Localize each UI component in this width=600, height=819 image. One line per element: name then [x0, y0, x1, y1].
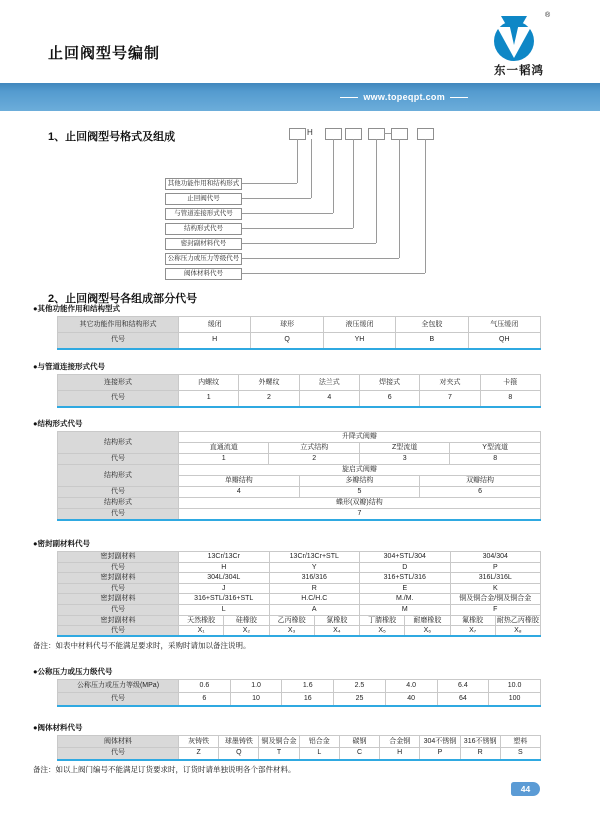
code-cell: 硅橡胶 [224, 615, 269, 626]
code-cell: 合金钢 [380, 736, 420, 748]
code-cell: 316不锈钢 [460, 736, 500, 748]
page-title: 止回阀型号编制 [48, 45, 161, 62]
row-label-cell: 代号 [58, 454, 179, 465]
code-cell: S [500, 748, 540, 760]
row-label-cell: 代号 [58, 626, 179, 637]
code-cell: 蝶形(双瓣)结构 [179, 498, 541, 509]
code-table-group [33, 303, 553, 350]
code-cell: 8 [450, 454, 540, 465]
code-cell: 2.5 [334, 680, 386, 693]
code-cell: 乙丙橡胶 [269, 615, 314, 626]
code-cell: 6.4 [437, 680, 489, 693]
code-table-group [33, 666, 553, 707]
code-cell: R [460, 748, 500, 760]
code-cell: 耐热乙丙橡胶 [495, 615, 540, 626]
code-cell: 7 [420, 391, 480, 407]
code-cell: 直通流道 [179, 443, 269, 454]
code-cell: H [179, 333, 251, 349]
code-cell: H [380, 748, 420, 760]
code-cell: 3 [359, 454, 449, 465]
code-cell: M [360, 604, 451, 615]
code-cell: 焊接式 [359, 375, 419, 391]
code-cell: 1 [179, 391, 239, 407]
code-cell: X₅ [360, 626, 405, 637]
code-cell: 铝合金 [299, 736, 339, 748]
row-label-cell: 结构形式 [58, 498, 179, 509]
code-cell: 4 [179, 487, 300, 498]
code-cell: T [259, 748, 299, 760]
row-label-cell: 公称压力或压力等级(MPa) [58, 680, 179, 693]
code-cell: 卡箍 [480, 375, 540, 391]
code-cell: 316/316 [269, 573, 360, 584]
row-label-cell: 代号 [58, 562, 179, 573]
row-label-cell: 代号 [58, 333, 179, 349]
code-cell: 316+STL/316+STL [179, 594, 270, 605]
code-cell: 铜及铜合金 [259, 736, 299, 748]
code-cell: A [269, 604, 360, 615]
table-bullet-title: ●密封副材料代号 [33, 539, 91, 548]
code-cell: 7 [179, 509, 541, 520]
code-cell: 法兰式 [299, 375, 359, 391]
section1-heading: 1、止回阀型号格式及组成 [48, 131, 176, 143]
section2-heading: 2、止回阀型号各组成部分代号 [48, 293, 198, 305]
code-cell: 64 [437, 693, 489, 706]
code-cell: 缓闭 [179, 317, 251, 333]
code-table [57, 551, 541, 637]
code-cell: 1.0 [230, 680, 282, 693]
code-cell: 13Cr/13Cr+STL [269, 552, 360, 563]
code-table-group [33, 722, 553, 775]
code-table [57, 316, 541, 350]
code-cell: 304+STL/304 [360, 552, 451, 563]
format-label: 结构形式代号 [165, 223, 242, 235]
table-note: 备注：如以上阀门编号不能满足订货要求时，订货时请单独说明各个部件材料。 [33, 764, 296, 774]
code-cell: 升降式阀瓣 [179, 432, 541, 443]
table-bullet-title: ●公称压力或压力级代号 [33, 667, 113, 676]
format-label: 公称压力或压力等级代号 [165, 253, 242, 265]
row-label-cell: 密封副材料 [58, 615, 179, 626]
row-label-cell: 密封副材料 [58, 594, 179, 605]
website-url[interactable]: www.topeqpt.com [363, 92, 445, 102]
code-cell: Q [219, 748, 259, 760]
code-cell: Y型流道 [450, 443, 540, 454]
code-cell: 铜及铜合金/铜及铜合金 [450, 594, 541, 605]
row-label-cell: 结构形式 [58, 465, 179, 487]
table-bullet-title: ●与管道连接形式代号 [33, 362, 106, 371]
code-cell: 304不锈钢 [420, 736, 460, 748]
code-cell: 100 [489, 693, 541, 706]
code-table-group [33, 538, 553, 651]
code-cell: 40 [385, 693, 437, 706]
code-table [57, 431, 541, 521]
code-cell: 2 [239, 391, 299, 407]
row-label-cell: 代号 [58, 391, 179, 407]
format-label: 其他功能作用和结构形式 [165, 178, 242, 190]
code-table [57, 374, 541, 408]
code-cell: QH [468, 333, 540, 349]
code-cell: C [339, 748, 379, 760]
code-cell: Y [269, 562, 360, 573]
code-cell: YH [323, 333, 395, 349]
code-cell: 双瓣结构 [420, 476, 541, 487]
code-cell: 单瓣结构 [179, 476, 300, 487]
code-cell: L [179, 604, 270, 615]
code-cell: Q [251, 333, 323, 349]
code-cell: 1 [179, 454, 269, 465]
code-cell: L [299, 748, 339, 760]
code-cell: 全包胶 [396, 317, 468, 333]
code-cell: 2 [269, 454, 359, 465]
code-cell: J [179, 583, 270, 594]
code-cell: X₇ [450, 626, 495, 637]
code-cell: X₄ [314, 626, 359, 637]
row-label-cell: 代号 [58, 487, 179, 498]
code-cell: 内螺纹 [179, 375, 239, 391]
row-label-cell: 代号 [58, 583, 179, 594]
table-note: 备注：如表中材料代号不能满足要求时，采购时请加以备注说明。 [33, 641, 251, 651]
code-cell: 球形 [251, 317, 323, 333]
format-label: 阀体材料代号 [165, 268, 242, 280]
model-letter: H [307, 128, 313, 137]
code-cell: X₂ [224, 626, 269, 637]
code-table [57, 679, 541, 707]
registered-mark: ® [545, 12, 551, 19]
row-label-cell: 密封副材料 [58, 573, 179, 584]
code-cell: 灰铸铁 [179, 736, 219, 748]
row-label-cell: 阀体材料 [58, 736, 179, 748]
code-cell: E [360, 583, 451, 594]
code-cell: X₃ [269, 626, 314, 637]
format-label: 与管道连接形式代号 [165, 208, 242, 220]
code-cell: P [450, 562, 541, 573]
code-cell: 气压缓闭 [468, 317, 540, 333]
code-cell: 耐磨橡胶 [405, 615, 450, 626]
code-table-group [33, 418, 553, 521]
row-label-cell: 其它功能作用和结构形式 [58, 317, 179, 333]
code-cell: M./M. [360, 594, 451, 605]
code-cell: 6 [359, 391, 419, 407]
code-cell: R [269, 583, 360, 594]
code-table-group [33, 361, 553, 408]
code-cell: X₆ [405, 626, 450, 637]
code-cell: 立式结构 [269, 443, 359, 454]
code-cell: 13Cr/13Cr [179, 552, 270, 563]
code-cell: 碳钢 [339, 736, 379, 748]
code-cell: 外螺纹 [239, 375, 299, 391]
page-number-badge: 44 [511, 782, 540, 796]
code-cell: 10.0 [489, 680, 541, 693]
row-label-cell: 代号 [58, 693, 179, 706]
format-label: 止回阀代号 [165, 193, 242, 205]
code-cell: 对夹式 [420, 375, 480, 391]
code-cell: 球墨铸铁 [219, 736, 259, 748]
code-cell: 8 [480, 391, 540, 407]
code-table [57, 735, 541, 761]
code-cell: 4 [299, 391, 359, 407]
code-cell: 6 [179, 693, 231, 706]
code-cell: 316L/316L [450, 573, 541, 584]
row-label-cell: 密封副材料 [58, 552, 179, 563]
code-cell: P [420, 748, 460, 760]
code-cell: H.C/H.C [269, 594, 360, 605]
row-label-cell: 连接形式 [58, 375, 179, 391]
code-cell: F [450, 604, 541, 615]
code-cell: 丁腈橡胶 [360, 615, 405, 626]
code-cell: Z [179, 748, 219, 760]
code-cell: Z型流道 [359, 443, 449, 454]
brand-name: 东一韬鸿 [494, 65, 544, 77]
code-cell: 5 [299, 487, 420, 498]
row-label-cell: 代号 [58, 509, 179, 520]
code-cell: 天然橡胶 [179, 615, 224, 626]
code-cell: 旋启式阀瓣 [179, 465, 541, 476]
row-label-cell: 代号 [58, 748, 179, 760]
code-cell: H [179, 562, 270, 573]
code-cell: B [396, 333, 468, 349]
code-cell: 16 [282, 693, 334, 706]
table-bullet-title: ●结构形式代号 [33, 419, 83, 428]
code-cell: 1.6 [282, 680, 334, 693]
code-cell: 304/304 [450, 552, 541, 563]
code-cell: X₈ [495, 626, 540, 637]
code-cell: 10 [230, 693, 282, 706]
code-cell: 氟橡胶 [450, 615, 495, 626]
code-cell: K [450, 583, 541, 594]
code-cell: 316+STL/316 [360, 573, 451, 584]
code-cell: 304L/304L [179, 573, 270, 584]
code-cell: 液压缓闭 [323, 317, 395, 333]
row-label-cell: 代号 [58, 604, 179, 615]
table-bullet-title: ●阀体材料代号 [33, 723, 83, 732]
code-cell: 6 [420, 487, 541, 498]
code-cell: 塑料 [500, 736, 540, 748]
code-cell: X₁ [179, 626, 224, 637]
code-cell: 4.0 [385, 680, 437, 693]
table-bullet-title: ●其他功能作用和结构型式 [33, 304, 121, 313]
code-cell: 多瓣结构 [299, 476, 420, 487]
code-cell: D [360, 562, 451, 573]
code-cell: 25 [334, 693, 386, 706]
code-cell: 0.6 [179, 680, 231, 693]
row-label-cell: 结构形式 [58, 432, 179, 454]
format-label: 密封副材料代号 [165, 238, 242, 250]
code-cell: 氯橡胶 [314, 615, 359, 626]
